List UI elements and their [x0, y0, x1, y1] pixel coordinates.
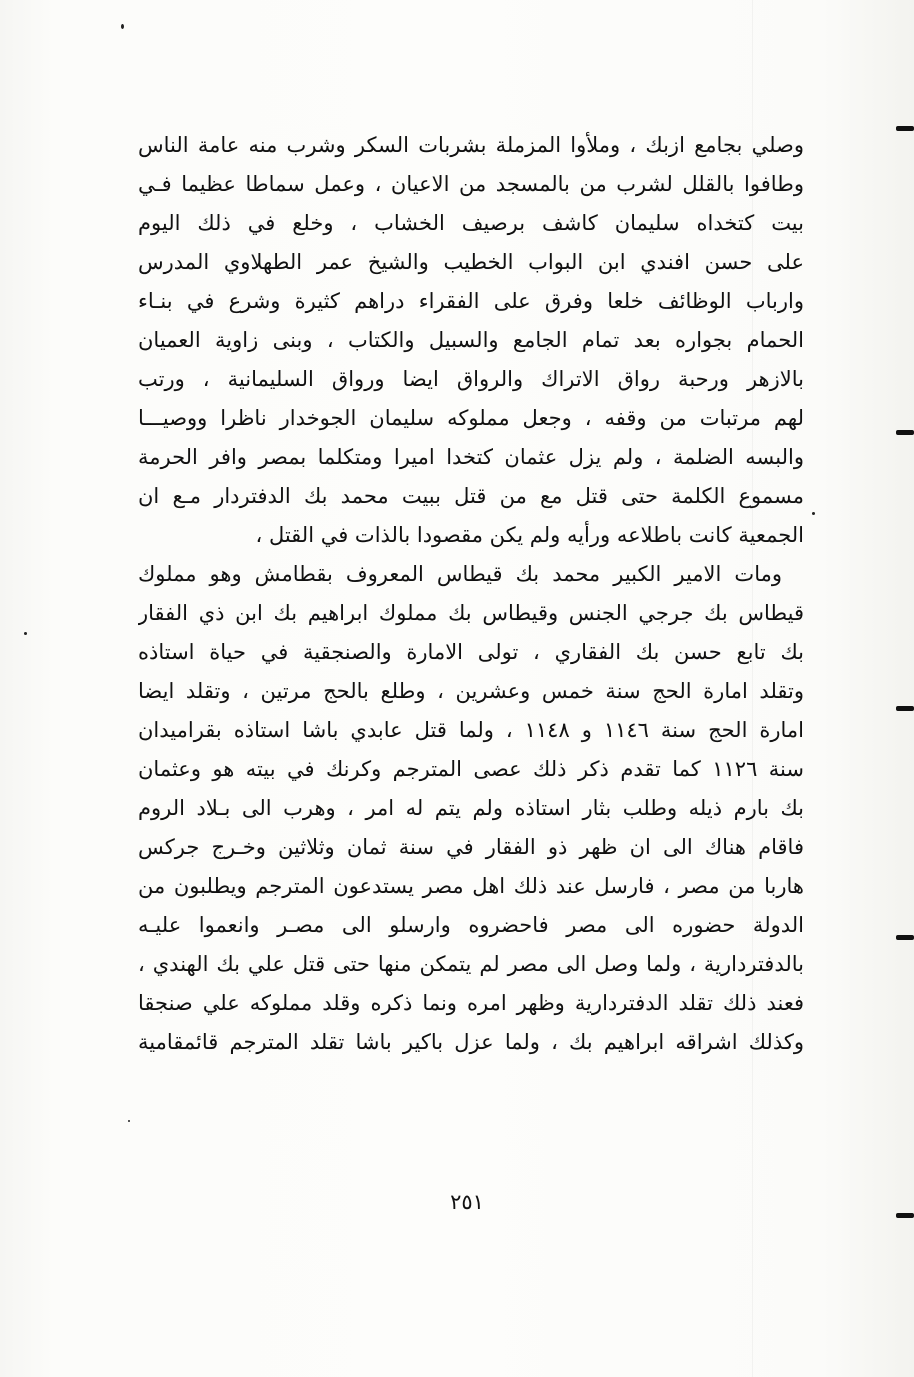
body-text: [138, 126, 804, 1062]
text-line: والبسه الضلمة ، ولم يزل عثمان كتخدا اميرا ومتكلما بمصر وافر الحرمة: [138, 445, 804, 469]
text-line: امارة الحج سنة ١١٤٦ و ١١٤٨ ، ولما قتل عابدي باشا استاذه بقراميدان: [138, 718, 804, 742]
scan-speck: [128, 1120, 130, 1122]
page-number: ٢٥١: [450, 1190, 484, 1214]
text-line: مسموع الكلمة حتى قتل مع من قتل ببيت محمد بك الدفتردار مـع ان: [138, 484, 804, 508]
binding-mark: [896, 706, 914, 711]
text-line: وكذلك اشراقه ابراهيم بك ، ولما عزل باكير باشا تقلد المترجم قائمقامية: [138, 1030, 804, 1054]
text-line: بالدفتردارية ، ولما وصل الى مصر لم يتمكن منها حتى قتل علي بك الهندي ،: [138, 952, 804, 976]
binding-mark: [896, 1213, 914, 1218]
text-line: وارباب الوظائف خلعا وفرق على الفقراء دراهم كثيرة وشرع في بنـاء: [138, 289, 804, 313]
binding-mark: [896, 935, 914, 940]
text-line: على حسن افندي ابن البواب الخطيب والشيخ عمر الطهلاوي المدرس: [138, 250, 804, 274]
text-line: فعند ذلك تقلد الدفتردارية وظهر امره ونما ذكره وقلد مملوكه علي صنجقا: [138, 991, 804, 1015]
binding-mark: [896, 126, 914, 131]
text-line: الجمعية كانت باطلاعه ورأيه ولم يكن مقصودا بالذات في القتل ،: [255, 523, 804, 547]
text-line: هاربا من مصر ، فارسل عند ذلك اهل مصر يستدعون المترجم ويطلبون من: [138, 874, 804, 898]
text-line: وطافوا بالقلل لشرب من بالمسجد من الاعيان ، وعمل سماطا عظيما فـي: [138, 172, 804, 196]
text-line: بالازهر ورحبة رواق الاتراك والرواق ايضا ورواق السليمانية ، ورتب: [138, 367, 804, 391]
scan-speck: [121, 24, 124, 29]
text-line: الحمام بجواره بعد تمام الجامع والسبيل والكتاب ، وبنى زاوية العميان: [138, 328, 804, 352]
text-line: فاقام هناك الى ان ظهر ذو الفقار في سنة ثمان وثلاثين وخـرج جركس: [138, 835, 804, 859]
text-line: بيت كتخداه سليمان كاشف برصيف الخشاب ، وخلع في ذلك اليوم: [138, 211, 804, 235]
text-line: بك بارم ذيله وطلب بثار استاذه ولم يتم له امر ، وهرب الى بـلاد الروم: [138, 796, 804, 820]
text-line: بك تابع حسن بك الفقاري ، تولى الامارة والصنجقية في حياة استاذه: [138, 640, 804, 664]
scan-speck: [812, 512, 815, 515]
text-line: سنة ١١٢٦ كما تقدم ذكر ذلك عصى المترجم وكرنك في بيته هو وعثمان: [138, 757, 804, 781]
text-line: الدولة حضوره الى مصر فاحضروه وارسلو الى مصـر وانعموا عليـه: [138, 913, 804, 937]
text-line: قيطاس بك جرجي الجنس وقيطاس بك مملوك ابراهيم بك ابن ذي الفقار: [138, 601, 804, 625]
text-line: وصلي بجامع ازبك ، وملأوا المزملة بشربات السكر وشرب منه عامة الناس: [138, 133, 804, 157]
binding-mark: [896, 430, 914, 435]
text-line: وتقلد امارة الحج سنة خمس وعشرين ، وطلع بالحج مرتين ، وتقلد ايضا: [138, 679, 804, 703]
text-line: لهم مرتبات من وقفه ، وجعل مملوكه سليمان الجوخدار ناظرا ووصيـــا: [138, 406, 804, 430]
scan-speck: [24, 632, 27, 635]
paragraph-start-line: ومات الامير الكبير محمد بك قيطاس المعروف بقطامش وهو مملوك: [138, 562, 782, 586]
